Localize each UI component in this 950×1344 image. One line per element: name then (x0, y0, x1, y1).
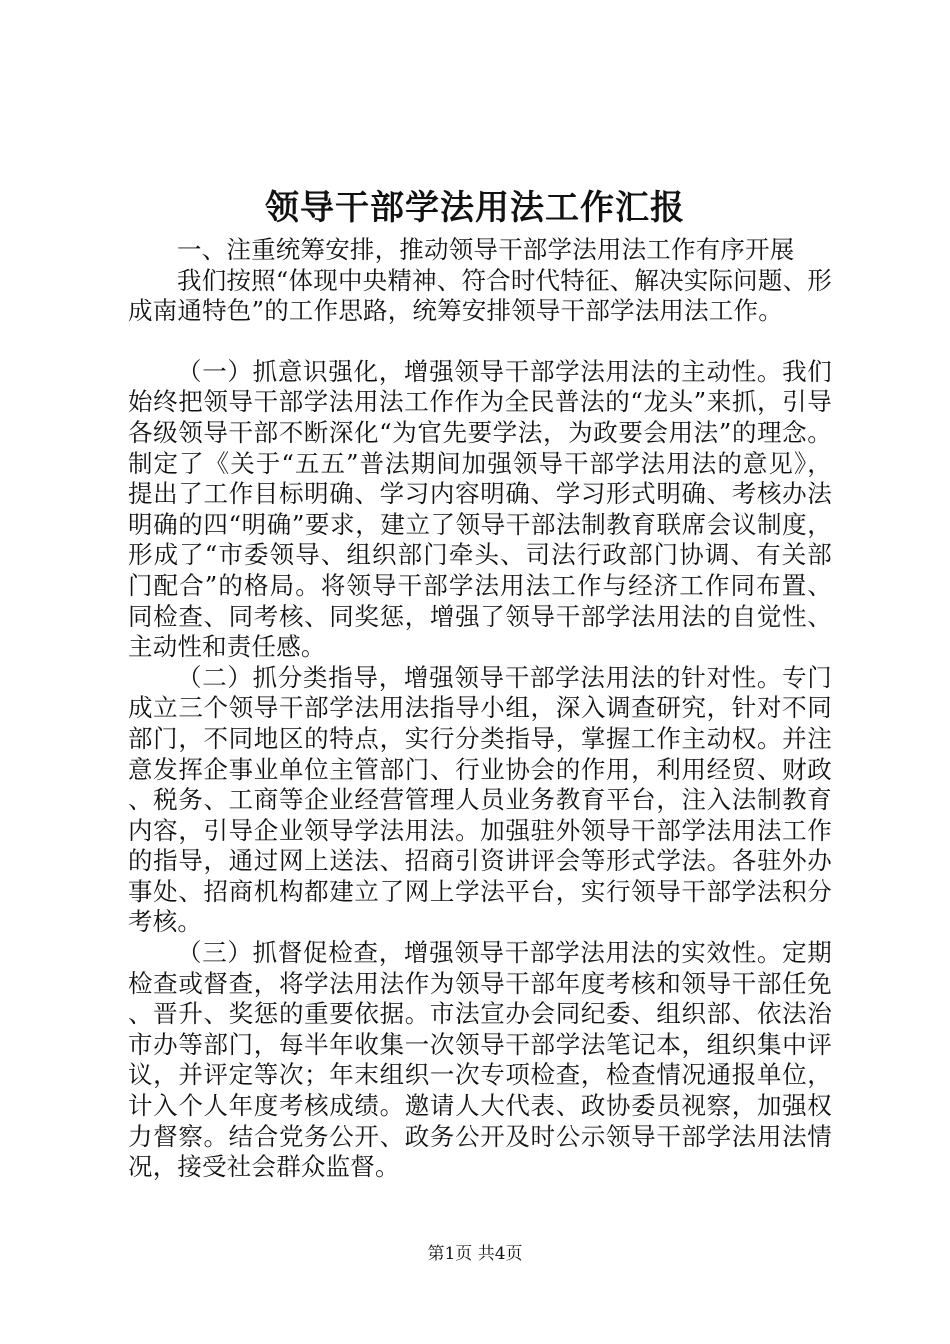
paragraph-awareness: （一）抓意识强化，增强领导干部学法用法的主动性。我们始终把领导干部学法用法工作作为全民普法的“龙头”来抓，引导各级领导干部不断深化“为官先要学法，为政要会用法”的理念。制定了《关于“五五”普法期间加强领导干部学法用法的意见》，提出了工作目标明确、学习内容明确、学习形式明确、考核办法明确的四“明确”要求，建立了领导干部法制教育联席会议制度，形成了“市委领导、组织部门牵头、司法行政部门协调、有关部门配合”的格局。将领导干部学法用法工作与经济工作同布置、同检查、同考核、同奖惩，增强了领导干部学法用法的自觉性、主动性和责任感。 (128, 356, 832, 662)
paragraph-guidance: （二）抓分类指导，增强领导干部学法用法的针对性。专门成立三个领导干部学法用法指导小组，深入调查研究，针对不同部门，不同地区的特点，实行分类指导，掌握工作主动权。并注意发挥企事业单位主管部门、行业协会的作用，利用经贸、财政、税务、工商等企业经营管理人员业务教育平台，注入法制教育内容，引导企业领导学法用法。加强驻外领导干部学法用法工作的指导，通过网上送法、招商引资讲评会等形式学法。各驻外办事处、招商机构都建立了网上学法平台，实行领导干部学法积分考核。 (128, 662, 832, 937)
paragraph-inspection: （三）抓督促检查，增强领导干部学法用法的实效性。定期检查或督查，将学法用法作为领导干部年度考核和领导干部任免、晋升、奖惩的重要依据。市法宣办会同纪委、组织部、依法治市办等部门，每半年收集一次领导干部学法笔记本，组织集中评议，并评定等次；年末组织一次专项检查，检查情况通报单位，计入个人年度考核成绩。邀请人大代表、政协委员视察，加强权力督察。结合党务公开、政务公开及时公示领导干部学法用法情况，接受社会群众监督。 (128, 938, 832, 1182)
page-number: 第1页 共4页 (427, 1244, 523, 1264)
document-title: 领导干部学法用法工作汇报 (265, 188, 685, 228)
document-body (128, 235, 832, 1183)
paragraph-gap (128, 327, 832, 357)
paragraph-intro: 我们按照“体现中央精神、符合时代特征、解决实际问题、形成南通特色”的工作思路，统筹安排领导干部学法用法工作。 (128, 265, 832, 326)
section-heading: 一、注重统筹安排，推动领导干部学法用法工作有序开展 (177, 235, 795, 264)
